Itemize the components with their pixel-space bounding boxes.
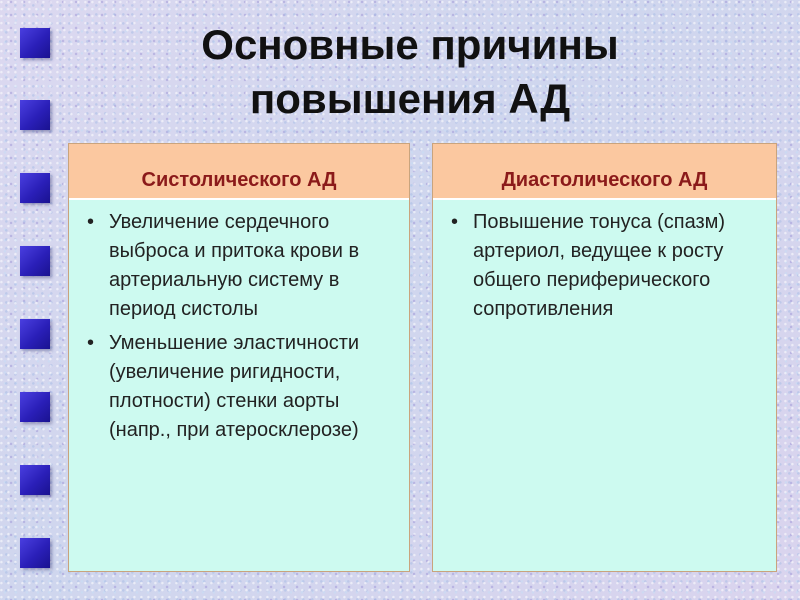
- systolic-column-body: [69, 200, 409, 571]
- blue-square-icon: [20, 538, 50, 568]
- systolic-causes-list: [87, 208, 399, 445]
- diastolic-column: [432, 143, 777, 572]
- blue-square-icon: [20, 28, 50, 58]
- slide-title: [95, 18, 725, 126]
- list-item: • Повышение тонуса (спазм) артериол, ведущее к росту общего периферического сопротивления: [451, 208, 766, 324]
- blue-square-icon: [20, 100, 50, 130]
- systolic-column: [68, 143, 410, 572]
- slide-title-line2: повышения АД: [249, 75, 571, 122]
- list-item: • Уменьшение эластичности (увеличение ригидности, плотности) стенки аорты (напр., при атеросклерозе): [87, 329, 399, 445]
- blue-square-icon: [20, 392, 50, 422]
- blue-square-icon: [20, 465, 50, 495]
- diastolic-column-header: Диастолического АД: [433, 144, 776, 200]
- diastolic-column-body: [433, 200, 776, 571]
- blue-square-icon: [20, 173, 50, 203]
- diastolic-causes-list: [451, 208, 766, 324]
- blue-square-icon: [20, 246, 50, 276]
- slide-title-line1: Основные причины: [201, 21, 619, 68]
- systolic-column-header: Систолического АД: [69, 144, 409, 200]
- list-item: • Увеличение сердечного выброса и притока крови в артериальную систему в период систолы: [87, 208, 399, 324]
- blue-square-icon: [20, 319, 50, 349]
